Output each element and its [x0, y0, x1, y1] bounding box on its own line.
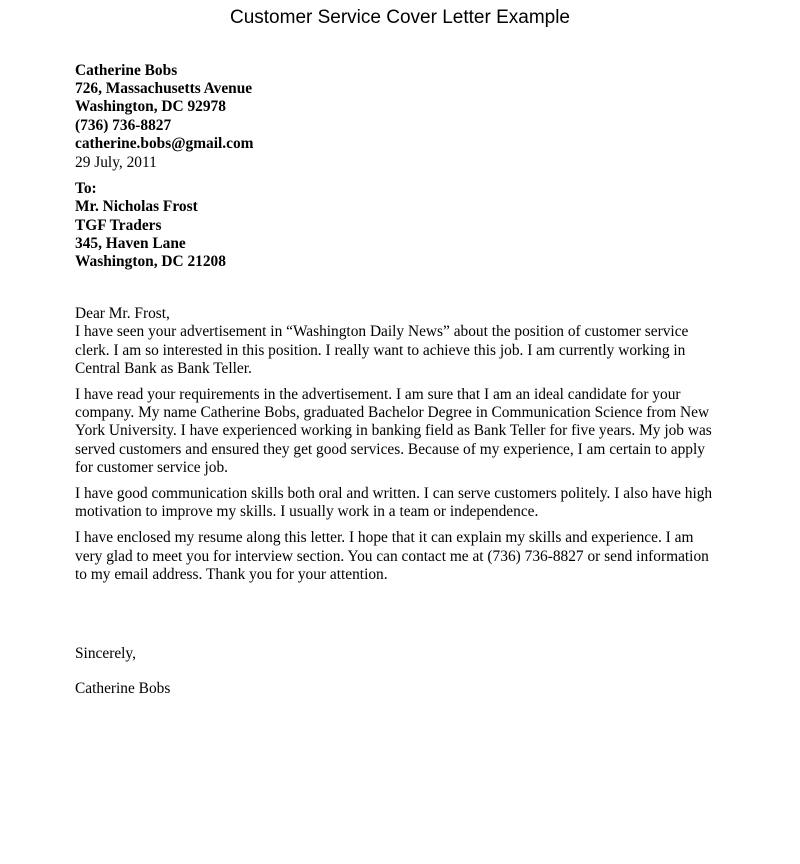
recipient-to-label: To:: [75, 180, 97, 198]
paragraph-line: I have good communication skills both oral and written. I can serve customers politely. I also have high: [75, 485, 713, 503]
paragraph-line: company. My name Catherine Bobs, graduated Bachelor Degree in Communication Science from New: [75, 404, 710, 422]
sender-block: [75, 62, 735, 153]
page-title: Customer Service Cover Letter Example: [229, 7, 570, 28]
paragraph-line: for customer service job.: [75, 458, 228, 476]
recipient-name: Mr. Nicholas Frost: [75, 198, 198, 216]
cover-letter: [75, 62, 735, 698]
body-paragraph-3: [75, 485, 735, 521]
signature-name: Catherine Bobs: [75, 680, 171, 698]
paragraph-line: to my email address. Thank you for your attention.: [75, 565, 388, 583]
closing: Sincerely,: [75, 645, 136, 663]
paragraph-line: I have read your requirements in the advertisement. I am sure that I am an ideal candidate for your: [75, 386, 681, 404]
paragraph-line: Central Bank as Bank Teller.: [75, 359, 252, 377]
sender-address: 726, Massachusetts Avenue: [75, 80, 253, 98]
paragraph-line: I have seen your advertisement in “Washington Daily News” about the position of customer service: [75, 323, 689, 341]
recipient-city: Washington, DC 21208: [75, 253, 226, 271]
paragraph-line: very glad to meet you for interview section. You can contact me at (736) 736-8827 or send information: [75, 547, 709, 565]
paragraph-line: I have enclosed my resume along this letter. I hope that it can explain my skills and experience. I am: [75, 529, 694, 547]
salutation: Dear Mr. Frost,: [75, 305, 170, 323]
sender-name: Catherine Bobs: [75, 62, 178, 79]
recipient-company: TGF Traders: [75, 216, 162, 234]
letter-date: 29 July, 2011: [75, 154, 157, 172]
sender-phone: (736) 736-8827: [75, 116, 172, 134]
sender-city: Washington, DC 92978: [75, 98, 226, 116]
sender-email: catherine.bobs@gmail.com: [75, 134, 254, 152]
paragraph-line: served customers and ensured they get good services. Because of my experience, I am certain to apply: [75, 440, 705, 458]
body-paragraph-1: [75, 323, 735, 378]
body-paragraph-4: [75, 529, 735, 584]
paragraph-line: motivation to improve my skills. I usually work in a team or independence.: [75, 503, 539, 521]
body-paragraph-2: [75, 386, 735, 477]
recipient-block: [75, 180, 735, 271]
paragraph-line: clerk. I am so interested in this position. I really want to achieve this job. I am currently working in: [75, 341, 686, 359]
paragraph-line: York University. I have experienced working in banking field as Bank Teller for five years. My job was: [75, 422, 712, 440]
recipient-address: 345, Haven Lane: [75, 234, 186, 252]
